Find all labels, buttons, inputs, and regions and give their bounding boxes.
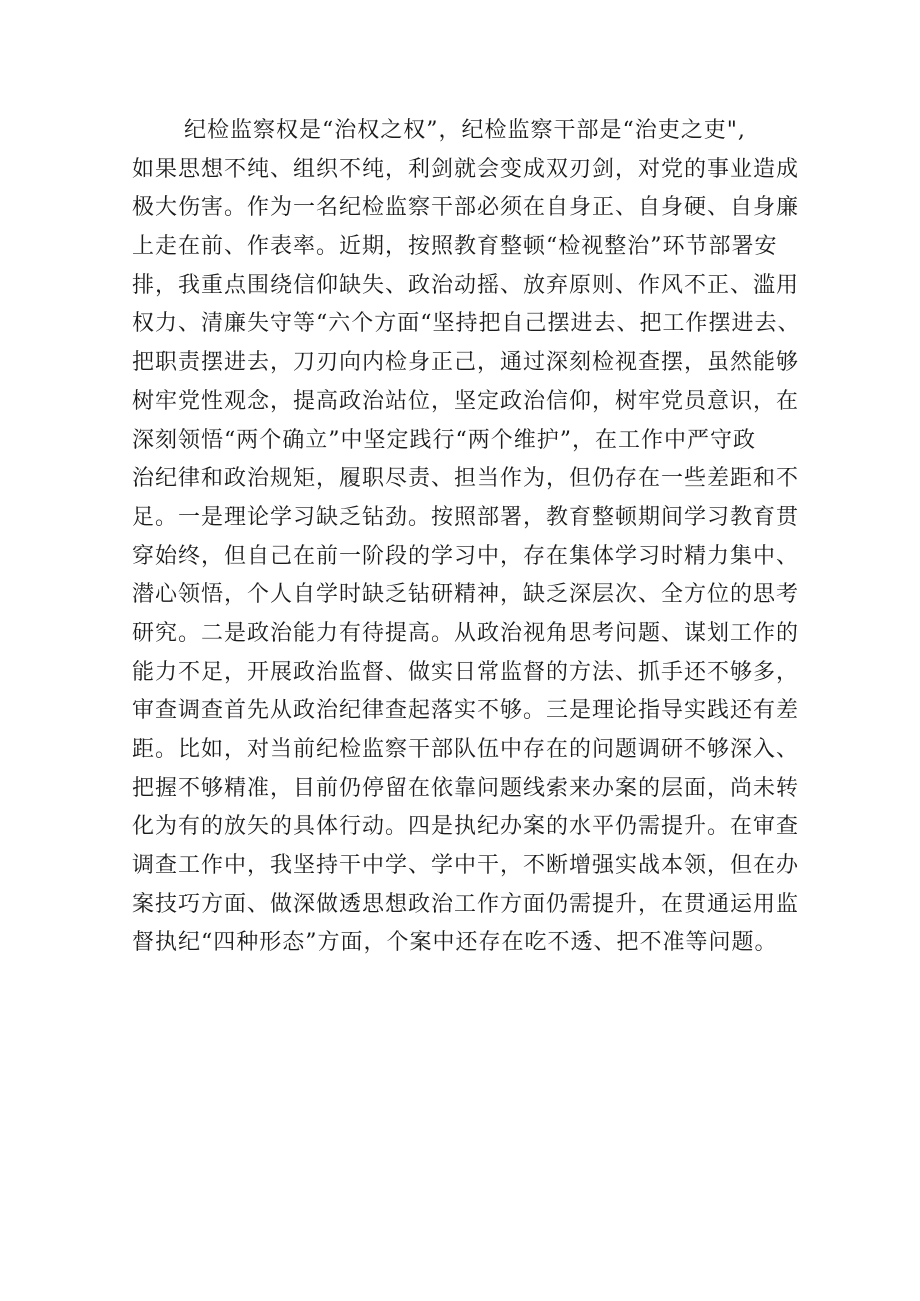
paragraph-line-11: 足。一是理论学习缺乏钻劲。按照部署，教育整顿期间学习教育贯 <box>132 504 800 530</box>
paragraph-line-15: 能力不足，开展政治监督、做实日常监督的方法、抓手还不够多， <box>132 659 800 685</box>
paragraph-line-2: 如果思想不纯、组织不纯，利剑就会变成双刃剑，对党的事业造成 <box>132 156 800 182</box>
paragraph-line-8: 树牢党性观念，提高政治站位，坚定政治信仰，树牢党员意识，在 <box>132 388 800 414</box>
paragraph-line-16: 审查调查首先从政治纪律查起落实不够。三是理论指导实践还有差 <box>132 698 800 724</box>
paragraph-line-3: 极大伤害。作为一名纪检监察干部必须在自身正、自身硬、自身廉 <box>132 195 800 221</box>
paragraph-line-14: 研究。二是政治能力有待提高。从政治视角思考问题、谋划工作的 <box>132 620 800 646</box>
paragraph-line-12: 穿始终，但自己在前一阶段的学习中，存在集体学习时精力集中、 <box>132 543 800 569</box>
paragraph-line-10: 治纪律和政治规矩，履职尽责、担当作为，但仍存在一些差距和不 <box>132 466 800 492</box>
paragraph-line-13: 潜心领悟，个人自学时缺乏钻研精神，缺乏深层次、全方位的思考 <box>132 582 800 608</box>
paragraph-line-7: 把职责摆进去，刀刃向内检身正己，通过深刻检视查摆，虽然能够 <box>132 350 800 376</box>
paragraph-line-19: 化为有的放矢的具体行动。四是执纪办案的水平仍需提升。在审查 <box>132 814 800 840</box>
paragraph-line-5: 排，我重点围绕信仰缺失、政治动摇、放弃原则、作风不正、滥用 <box>132 272 800 298</box>
paragraph-line-1: 纪检监察权是“治权之权”，纪检监察干部是“治吏之吏", <box>184 118 746 143</box>
paragraph-line-20: 调查工作中，我坚持干中学、学中干，不断增强实战本领，但在办 <box>132 853 800 879</box>
paragraph-line-17: 距。比如，对当前纪检监察干部队伍中存在的问题调研不够深入、 <box>132 737 800 762</box>
paragraph-line-21: 案技巧方面、做深做透思想政治工作方面仍需提升，在贯通运用监 <box>132 891 800 917</box>
body-paragraph <box>132 112 832 963</box>
paragraph-line-6: 权力、清廉失守等“六个方面“坚持把自己摆进去、把工作摆进去、 <box>132 311 801 337</box>
paragraph-line-18: 把握不够精准，目前仍停留在依靠问题线索来办案的层面，尚未转 <box>132 775 800 801</box>
paragraph-line-4: 上走在前、作表率。近期，按照教育整顿“检视整治”环节部署安 <box>132 234 778 260</box>
paragraph-line-9: 深刻领悟“两个确立”中坚定践行“两个维护”，在工作中严守政 <box>132 427 756 453</box>
paragraph-line-22: 督执纪“四种形态”方面，个案中还存在吃不透、把不准等问题。 <box>132 930 778 956</box>
